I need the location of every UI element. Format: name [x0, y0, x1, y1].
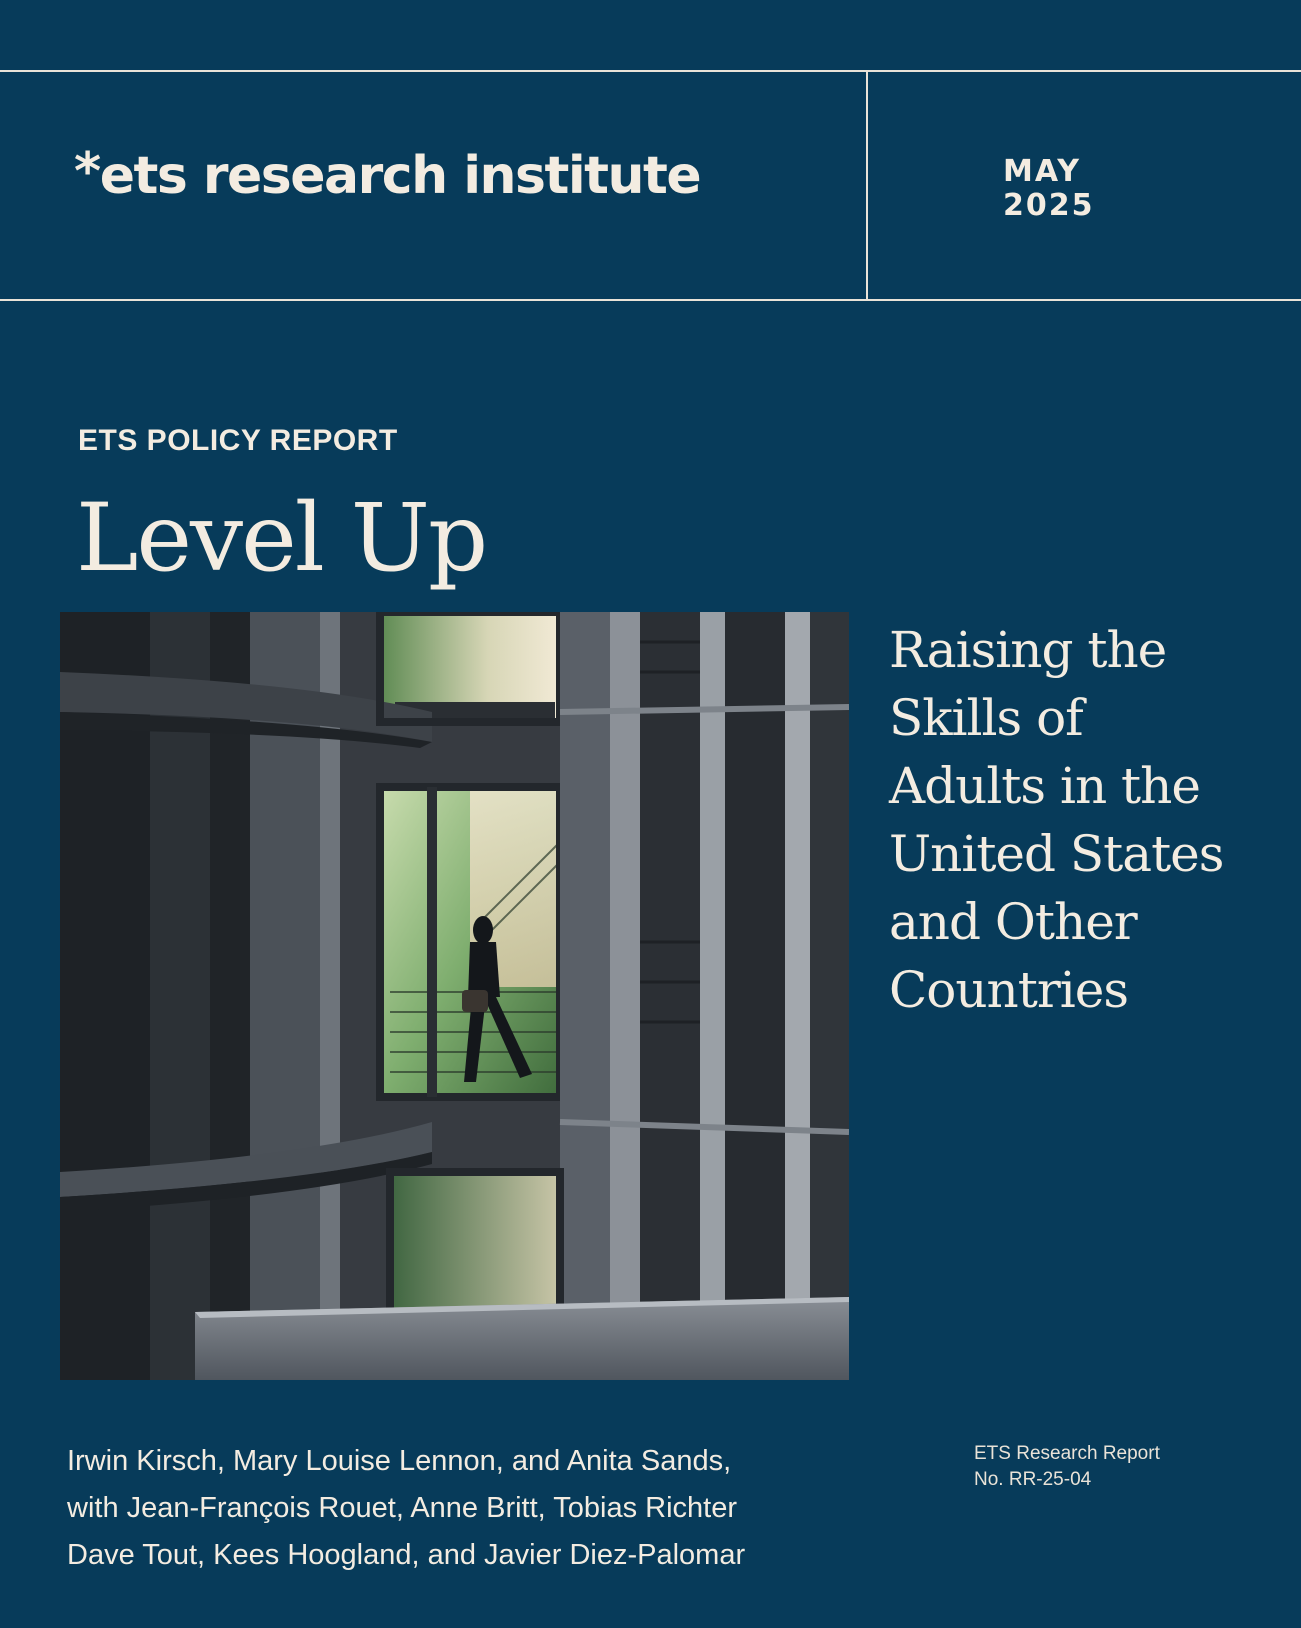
report-series-label: ETS Research Report — [974, 1443, 1160, 1464]
logo-text: ets research institute — [99, 146, 701, 206]
ets-logo — [74, 142, 701, 206]
asterisk-logo-icon: * — [74, 142, 100, 202]
report-title: Level Up — [76, 484, 487, 593]
report-identifier — [974, 1441, 1160, 1493]
report-subtitle — [889, 616, 1289, 1024]
subtitle-line: Adults in the — [889, 757, 1200, 815]
author-line: Irwin Kirsch, Mary Louise Lennon, and Anita Sands, — [67, 1445, 732, 1477]
subtitle-line: United States — [889, 825, 1224, 883]
subtitle-line: Countries — [889, 961, 1128, 1019]
publication-date — [1003, 155, 1095, 223]
subtitle-line: Raising the — [889, 621, 1167, 679]
subtitle-line: and Other — [889, 893, 1137, 951]
author-list — [67, 1438, 745, 1579]
report-number: No. RR-25-04 — [974, 1469, 1092, 1490]
author-line: Dave Tout, Kees Hoogland, and Javier Diez-Palomar — [67, 1539, 746, 1571]
header-top-rule — [0, 70, 1301, 72]
header-bottom-rule — [0, 299, 1301, 301]
author-line: with Jean-François Rouet, Anne Britt, Tobias Richter — [67, 1492, 738, 1524]
report-series: ETS POLICY REPORT — [78, 424, 398, 457]
date-year: 2025 — [1003, 188, 1095, 223]
date-month: MAY — [1003, 154, 1081, 189]
subtitle-line: Skills of — [889, 689, 1083, 747]
header-divider — [866, 70, 868, 301]
cover-photo — [60, 612, 849, 1380]
